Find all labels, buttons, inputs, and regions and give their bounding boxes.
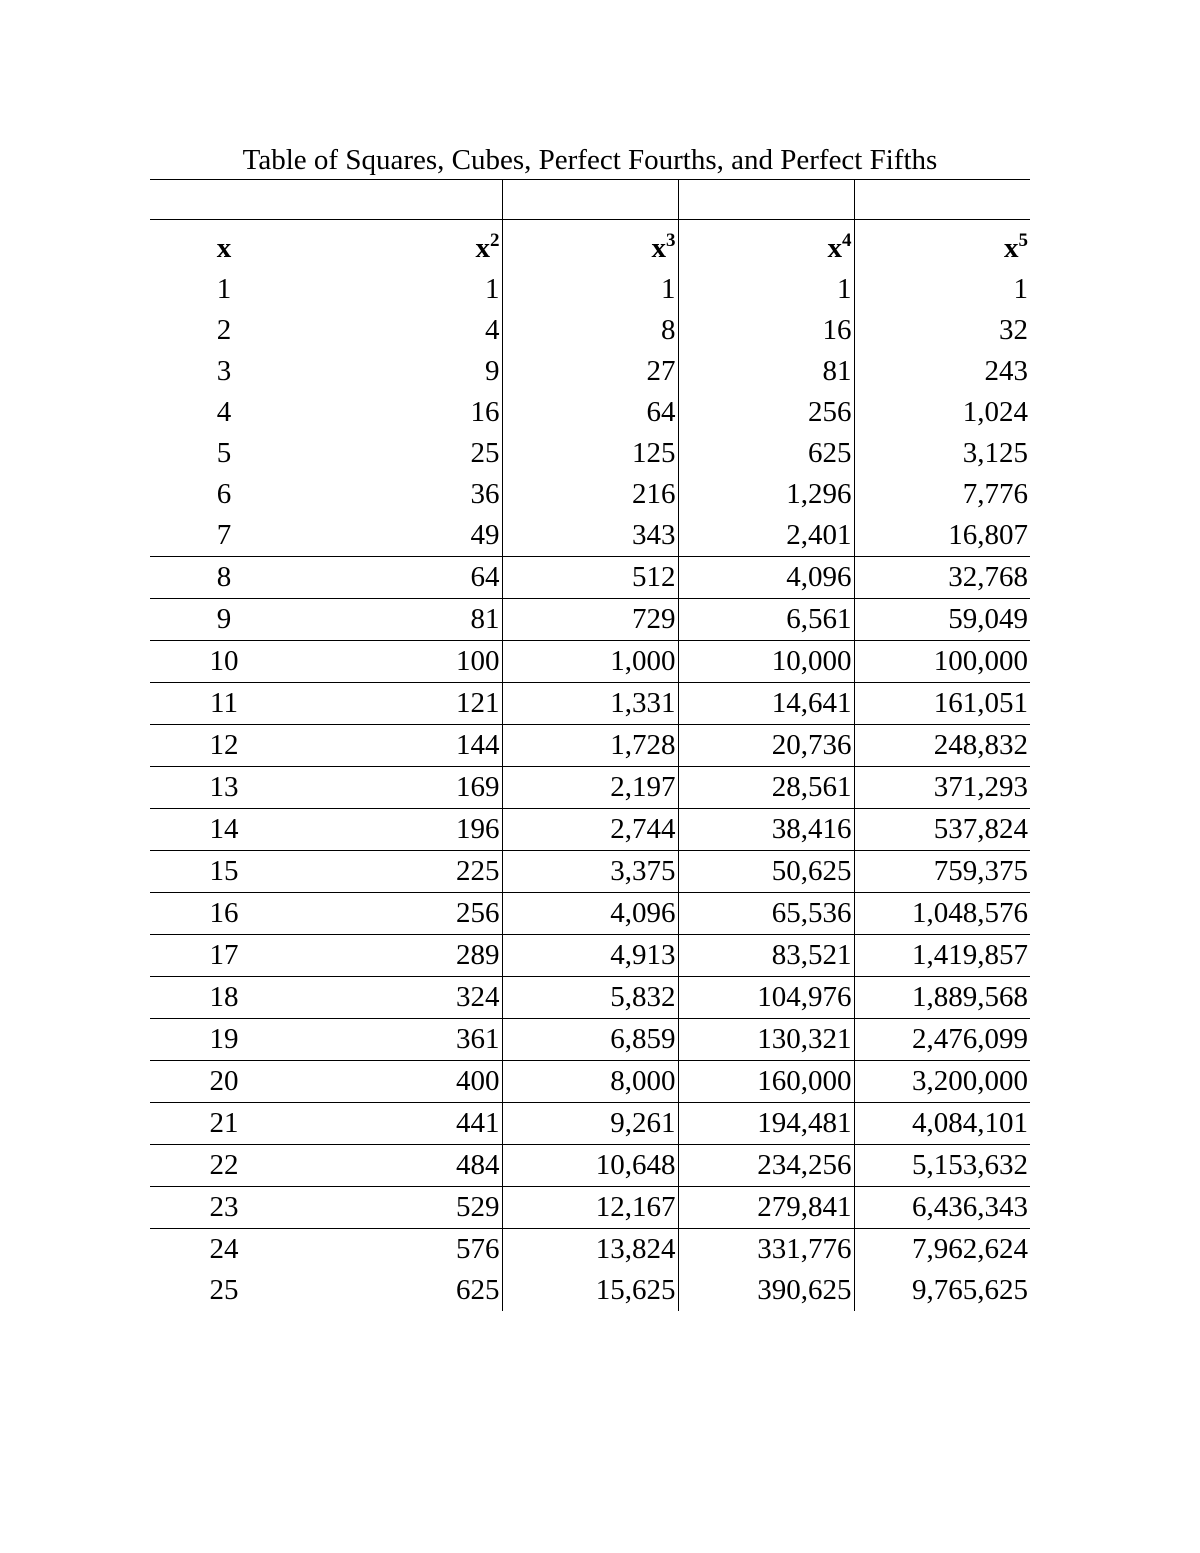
square-cell: 16	[326, 392, 502, 433]
x-cell: 5	[216, 437, 232, 469]
x-cell: 4	[216, 396, 232, 428]
cube-cell: 4,096	[502, 893, 678, 935]
table-row	[150, 977, 1030, 1019]
fifth-power-cell: 759,375	[854, 851, 1030, 893]
square-cell: 196	[326, 809, 502, 851]
table-row	[150, 392, 1030, 433]
fourth-power-cell: 2,401	[678, 515, 854, 557]
fourth-power-cell: 16	[678, 310, 854, 351]
cube-cell: 125	[502, 433, 678, 474]
fifth-power-cell: 3,125	[962, 437, 1028, 469]
fourth-power-cell: 625	[678, 433, 854, 474]
fourth-power-cell: 4,096	[678, 557, 854, 599]
x-cell: 7	[150, 515, 326, 557]
table-row	[150, 767, 1030, 809]
x-cell: 1	[216, 273, 232, 305]
cube-cell: 216	[502, 474, 678, 515]
table-row	[150, 433, 1030, 474]
cube-cell: 9,261	[502, 1103, 678, 1145]
cube-cell: 13,824	[502, 1229, 678, 1271]
square-cell: 121	[326, 683, 502, 725]
fourth-power-cell: 65,536	[678, 893, 854, 935]
cube-cell: 1,331	[502, 683, 678, 725]
table-row	[150, 935, 1030, 977]
table-row	[150, 851, 1030, 893]
blank-cell	[854, 180, 1030, 220]
powers-table-container	[150, 179, 1030, 1311]
fourth-power-cell: 256	[678, 392, 854, 433]
cube-cell: 8,000	[502, 1061, 678, 1103]
fifth-power-cell: 16,807	[854, 515, 1030, 557]
fifth-power-cell: 5,153,632	[854, 1145, 1030, 1187]
x-cell: 11	[150, 683, 326, 725]
cube-cell: 343	[502, 515, 678, 557]
x-cell: 10	[150, 641, 326, 683]
fourth-power-cell: 10,000	[678, 641, 854, 683]
powers-table	[150, 179, 1030, 1311]
fifth-power-cell: 1,889,568	[854, 977, 1030, 1019]
table-row	[150, 809, 1030, 851]
square-cell: 64	[326, 557, 502, 599]
square-cell: 625	[326, 1270, 502, 1311]
table-row	[150, 893, 1030, 935]
x-cell: 22	[150, 1145, 326, 1187]
column-header-x3: $x^3$	[502, 220, 678, 270]
table-row	[150, 1229, 1030, 1271]
fifth-power-cell: 1	[1013, 273, 1028, 305]
square-cell: 484	[326, 1145, 502, 1187]
table-row	[150, 1270, 1030, 1311]
table-row	[150, 1145, 1030, 1187]
x-cell: 16	[150, 893, 326, 935]
x-cell: 8	[150, 557, 326, 599]
table-row	[150, 557, 1030, 599]
fourth-power-cell: 83,521	[678, 935, 854, 977]
square-cell: 225	[326, 851, 502, 893]
fourth-power-cell: 38,416	[678, 809, 854, 851]
column-header-x5: $x^5$	[1004, 230, 1028, 264]
table-row	[150, 474, 1030, 515]
x-cell: 13	[150, 767, 326, 809]
fourth-power-cell: 6,561	[678, 599, 854, 641]
blank-cell	[326, 180, 502, 220]
square-cell: 256	[326, 893, 502, 935]
x-cell: 21	[150, 1103, 326, 1145]
square-cell: 4	[326, 310, 502, 351]
cube-cell: 1,728	[502, 725, 678, 767]
square-cell: 441	[326, 1103, 502, 1145]
cube-cell: 8	[502, 310, 678, 351]
fifth-power-cell: 6,436,343	[854, 1187, 1030, 1229]
table-row	[150, 683, 1030, 725]
fifth-power-cell: 243	[984, 355, 1028, 387]
square-cell: 36	[326, 474, 502, 515]
cube-cell: 5,832	[502, 977, 678, 1019]
table-row	[150, 725, 1030, 767]
square-cell: 361	[326, 1019, 502, 1061]
fourth-power-cell: 14,641	[678, 683, 854, 725]
square-cell: 576	[326, 1229, 502, 1271]
table-row	[150, 269, 1030, 310]
fourth-power-cell: 1	[678, 269, 854, 310]
fifth-power-cell: 100,000	[854, 641, 1030, 683]
fourth-power-cell: 390,625	[678, 1270, 854, 1311]
fifth-power-cell: 2,476,099	[854, 1019, 1030, 1061]
table-row	[150, 351, 1030, 392]
square-cell: 324	[326, 977, 502, 1019]
square-cell: 49	[326, 515, 502, 557]
x-cell: 2	[216, 314, 232, 346]
cube-cell: 2,197	[502, 767, 678, 809]
column-header-x2: $x^2$	[326, 220, 502, 270]
square-cell: 144	[326, 725, 502, 767]
x-cell: 3	[216, 355, 232, 387]
fourth-power-cell: 194,481	[678, 1103, 854, 1145]
cube-cell: 1,000	[502, 641, 678, 683]
blank-cell	[502, 180, 678, 220]
square-cell: 9	[326, 351, 502, 392]
table-row	[150, 515, 1030, 557]
x-cell: 18	[150, 977, 326, 1019]
fifth-power-cell: 4,084,101	[854, 1103, 1030, 1145]
table-row	[150, 1103, 1030, 1145]
fifth-power-cell: 248,832	[854, 725, 1030, 767]
cube-cell: 6,859	[502, 1019, 678, 1061]
cube-cell: 2,744	[502, 809, 678, 851]
column-header-x: x	[216, 232, 232, 264]
fourth-power-cell: 130,321	[678, 1019, 854, 1061]
fifth-power-cell: 32,768	[854, 557, 1030, 599]
fifth-power-cell: 32	[999, 314, 1028, 346]
column-header-row	[150, 220, 1030, 270]
fourth-power-cell: 234,256	[678, 1145, 854, 1187]
x-cell: 24	[209, 1233, 239, 1265]
cube-cell: 4,913	[502, 935, 678, 977]
fifth-power-cell: 59,049	[854, 599, 1030, 641]
table-row	[150, 1061, 1030, 1103]
fifth-power-cell: 1,048,576	[854, 893, 1030, 935]
table-row	[150, 1019, 1030, 1061]
square-cell: 529	[326, 1187, 502, 1229]
x-cell: 25	[209, 1274, 239, 1306]
x-cell: 19	[150, 1019, 326, 1061]
powers-table-body	[150, 180, 1030, 1312]
square-cell: 289	[326, 935, 502, 977]
x-cell: 17	[150, 935, 326, 977]
x-cell: 15	[150, 851, 326, 893]
x-cell: 6	[216, 478, 232, 510]
cube-cell: 512	[502, 557, 678, 599]
x-cell: 23	[150, 1187, 326, 1229]
fourth-power-cell: 1,296	[678, 474, 854, 515]
blank-cell	[150, 180, 326, 220]
blank-header-row	[150, 180, 1030, 220]
fifth-power-cell: 1,024	[962, 396, 1028, 428]
fifth-power-cell: 537,824	[854, 809, 1030, 851]
fourth-power-cell: 20,736	[678, 725, 854, 767]
square-cell: 1	[326, 269, 502, 310]
x-cell: 9	[150, 599, 326, 641]
square-cell: 100	[326, 641, 502, 683]
column-header-x4: $x^4$	[678, 220, 854, 270]
blank-cell	[678, 180, 854, 220]
cube-cell: 15,625	[502, 1270, 678, 1311]
fourth-power-cell: 104,976	[678, 977, 854, 1019]
cube-cell: 27	[502, 351, 678, 392]
x-cell: 20	[150, 1061, 326, 1103]
fourth-power-cell: 331,776	[678, 1229, 854, 1271]
fifth-power-cell: 7,962,624	[912, 1233, 1028, 1265]
cube-cell: 64	[502, 392, 678, 433]
cube-cell: 729	[502, 599, 678, 641]
x-cell: 14	[150, 809, 326, 851]
cube-cell: 10,648	[502, 1145, 678, 1187]
square-cell: 400	[326, 1061, 502, 1103]
fifth-power-cell: 3,200,000	[854, 1061, 1030, 1103]
table-row	[150, 641, 1030, 683]
fourth-power-cell: 81	[678, 351, 854, 392]
table-row	[150, 599, 1030, 641]
fourth-power-cell: 28,561	[678, 767, 854, 809]
page-title: Table of Squares, Cubes, Perfect Fourths, and Perfect Fifths	[242, 144, 938, 176]
square-cell: 81	[326, 599, 502, 641]
fifth-power-cell: 7,776	[962, 478, 1028, 510]
fifth-power-cell: 161,051	[854, 683, 1030, 725]
cube-cell: 12,167	[502, 1187, 678, 1229]
table-row	[150, 1187, 1030, 1229]
cube-cell: 3,375	[502, 851, 678, 893]
square-cell: 25	[326, 433, 502, 474]
cube-cell: 1	[502, 269, 678, 310]
fourth-power-cell: 50,625	[678, 851, 854, 893]
fourth-power-cell: 279,841	[678, 1187, 854, 1229]
fifth-power-cell: 9,765,625	[912, 1274, 1028, 1306]
x-cell: 12	[150, 725, 326, 767]
fourth-power-cell: 160,000	[678, 1061, 854, 1103]
table-row	[150, 310, 1030, 351]
square-cell: 169	[326, 767, 502, 809]
fifth-power-cell: 1,419,857	[854, 935, 1030, 977]
fifth-power-cell: 371,293	[854, 767, 1030, 809]
